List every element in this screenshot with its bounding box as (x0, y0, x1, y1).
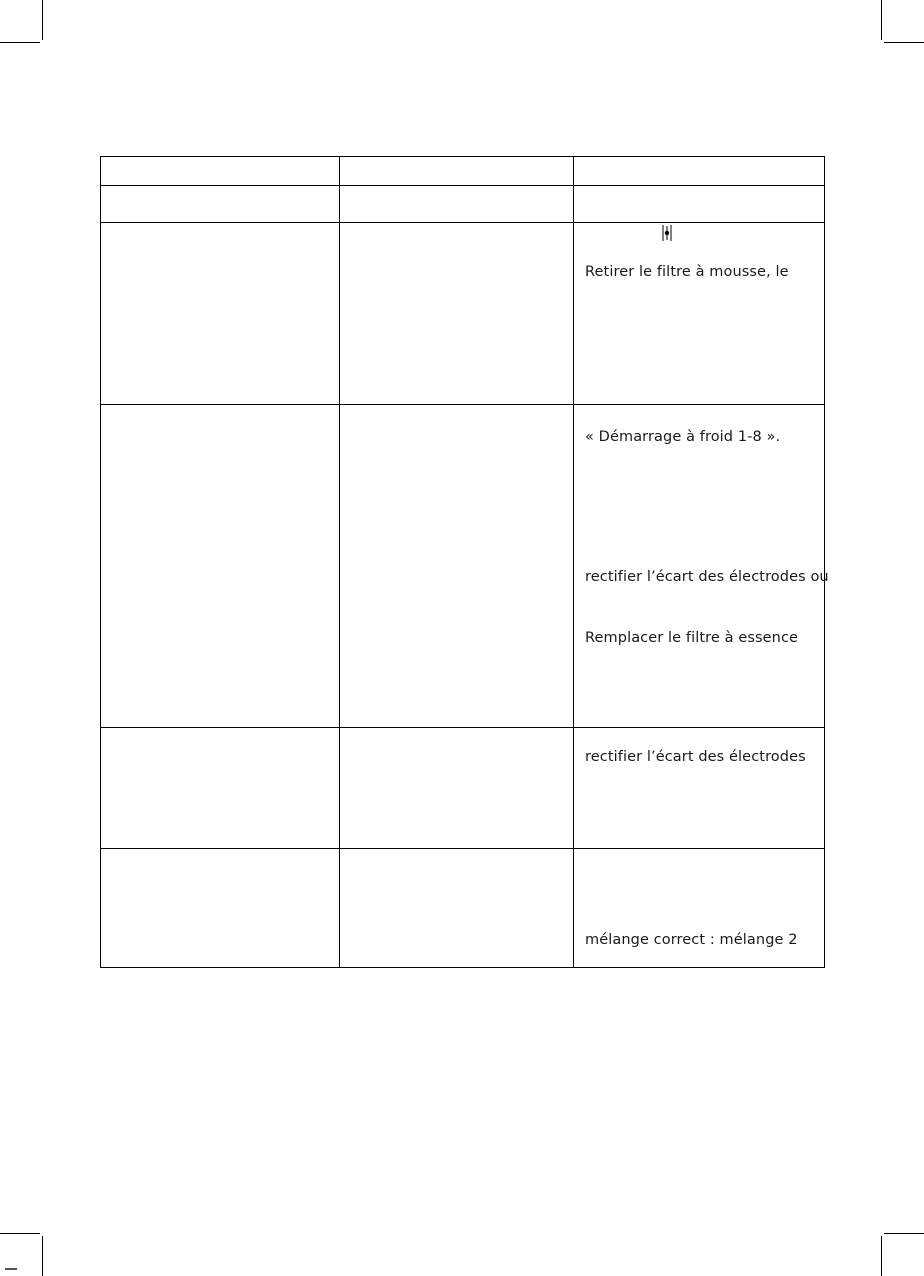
table-cell (574, 405, 829, 728)
table-cell (574, 728, 825, 849)
cell-text: Remplacer le filtre à essence (585, 630, 799, 646)
table-cell (101, 186, 340, 223)
troubleshooting-table (100, 156, 829, 968)
table-cell (340, 728, 574, 849)
table-cell (574, 223, 825, 405)
cell-text: « Démarrage à froid 1-8 ». (585, 429, 781, 445)
crop-mark-top-left-horizontal (0, 42, 40, 43)
table-cell (340, 223, 574, 405)
table-row (101, 849, 825, 968)
crop-mark-top-right-horizontal (884, 42, 924, 43)
table-row (101, 186, 825, 223)
table-cell (101, 405, 340, 728)
crop-mark-bottom-right-horizontal (884, 1233, 924, 1234)
table-cell (101, 728, 340, 849)
cell-text: rectifier l’écart des électrodes (585, 749, 806, 765)
printer-mark (5, 1268, 17, 1270)
table-cell (340, 849, 574, 968)
cell-text: rectifier l’écart des électrodes ou (585, 569, 829, 585)
table-cell (340, 405, 574, 728)
crop-mark-bottom-right-vertical (881, 1236, 882, 1276)
table-row (101, 728, 825, 849)
crop-mark-bottom-left-vertical (42, 1236, 43, 1276)
table-cell (574, 157, 825, 186)
choke-lever-icon (661, 225, 673, 241)
cell-text: mélange correct : mélange 2 (585, 932, 798, 948)
table-cell (574, 849, 825, 968)
table-row (101, 405, 825, 728)
table-cell (574, 186, 825, 223)
crop-mark-top-left-vertical (42, 0, 43, 40)
crop-mark-bottom-left-horizontal (0, 1233, 40, 1234)
cell-text: Retirer le filtre à mousse, le (585, 264, 789, 280)
table-cell (101, 849, 340, 968)
table-row (101, 223, 825, 405)
table-cell (101, 157, 340, 186)
table-row (101, 157, 825, 186)
table-cell (101, 223, 340, 405)
table-cell (340, 186, 574, 223)
crop-mark-top-right-vertical (881, 0, 882, 40)
table-cell (340, 157, 574, 186)
